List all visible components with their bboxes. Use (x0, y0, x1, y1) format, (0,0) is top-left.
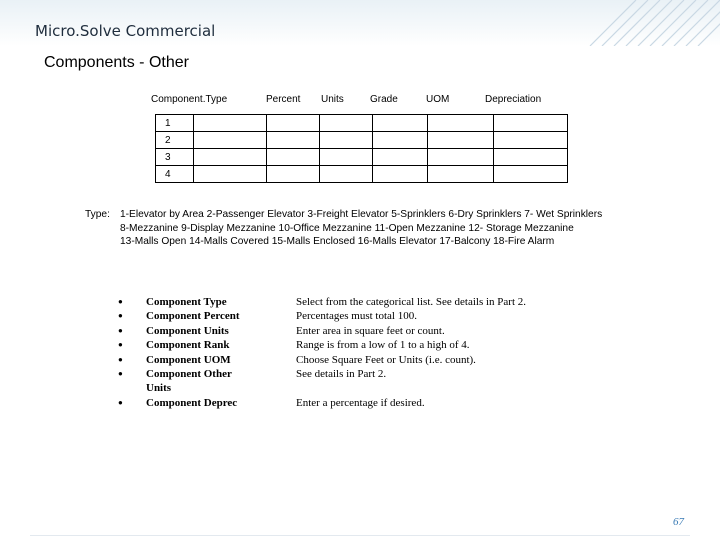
cell-percent[interactable] (267, 166, 320, 183)
cell-units[interactable] (320, 115, 373, 132)
type-line: 1-Elevator by Area 2-Passenger Elevator 3-Freight Elevator 5-Sprinklers 6-Dry Sprinklers 7- Wet Sprinklers (120, 209, 603, 220)
field-description: Choose Square Feet or Units (i.e. count). (296, 353, 476, 366)
row-number: 4 (156, 166, 194, 183)
table-column-headers (0, 94, 720, 108)
col-header-units: Units (321, 94, 344, 105)
cell-percent[interactable] (267, 115, 320, 132)
cell-component-type[interactable] (194, 115, 267, 132)
col-header-percent: Percent (266, 94, 301, 105)
slide-title: Components - Other (44, 54, 189, 71)
cell-units[interactable] (320, 166, 373, 183)
field-name: Component Other Units (146, 367, 232, 395)
cell-depreciation[interactable] (494, 149, 568, 166)
table-row (156, 149, 568, 166)
cell-percent[interactable] (267, 149, 320, 166)
field-name: Component Deprec (146, 396, 238, 409)
col-header-depreciation: Depreciation (485, 94, 542, 105)
type-line: 8-Mezzanine 9-Display Mezzanine 10-Office Mezzanine 11-Open Mezzanine 12- Storage Mezzanine (120, 223, 574, 234)
table-row (156, 166, 568, 183)
cell-component-type[interactable] (194, 166, 267, 183)
table-row (156, 115, 568, 132)
cell-uom[interactable] (428, 149, 494, 166)
bullet-icon: ● (118, 397, 123, 407)
bullet-icon: ● (118, 325, 123, 335)
cell-grade[interactable] (373, 166, 428, 183)
cell-grade[interactable] (373, 115, 428, 132)
bullet-icon: ● (118, 368, 123, 378)
cell-uom[interactable] (428, 115, 494, 132)
decorative-stripes (570, 0, 720, 46)
bullet-icon: ● (118, 297, 123, 306)
header-band (0, 0, 720, 46)
cell-depreciation[interactable] (494, 115, 568, 132)
field-name: Component Rank (146, 339, 230, 352)
field-description: Percentages must total 100. (296, 310, 417, 323)
cell-uom[interactable] (428, 132, 494, 149)
bullet-icon: ● (118, 340, 123, 350)
row-number: 3 (156, 149, 194, 166)
cell-uom[interactable] (428, 166, 494, 183)
cell-percent[interactable] (267, 132, 320, 149)
bullet-icon: ● (118, 354, 123, 364)
type-label: Type: (85, 209, 110, 220)
page-number: 67 (673, 516, 684, 528)
cell-units[interactable] (320, 132, 373, 149)
bullet-icon: ● (118, 311, 123, 321)
table-row (156, 132, 568, 149)
field-name: Component Units (146, 324, 229, 337)
app-title: Micro.Solve Commercial (35, 22, 216, 40)
field-description: See details in Part 2. (296, 367, 387, 380)
col-header-component-type: Component.Type (151, 94, 228, 105)
cell-component-type[interactable] (194, 149, 267, 166)
field-description: Enter area in square feet or count. (296, 324, 445, 337)
row-number: 2 (156, 132, 194, 149)
cell-grade[interactable] (373, 132, 428, 149)
cell-depreciation[interactable] (494, 132, 568, 149)
field-name: Component UOM (146, 353, 231, 366)
field-description: Range is from a low of 1 to a high of 4. (296, 339, 470, 352)
cell-units[interactable] (320, 149, 373, 166)
cell-grade[interactable] (373, 149, 428, 166)
field-name: Component Percent (146, 310, 240, 323)
col-header-uom: UOM (426, 94, 450, 105)
field-description: Enter a percentage if desired. (296, 396, 425, 409)
field-description: Select from the categorical list. See details in Part 2. (296, 296, 527, 308)
components-table (155, 114, 568, 183)
cell-component-type[interactable] (194, 132, 267, 149)
cell-depreciation[interactable] (494, 166, 568, 183)
col-header-grade: Grade (370, 94, 398, 105)
field-name: Component Type (146, 296, 227, 308)
row-number: 1 (156, 115, 194, 132)
type-line: 13-Malls Open 14-Malls Covered 15-Malls Enclosed 16-Malls Elevator 17-Balcony 18-Fire Alarm (120, 236, 555, 247)
footer-divider (30, 535, 690, 536)
